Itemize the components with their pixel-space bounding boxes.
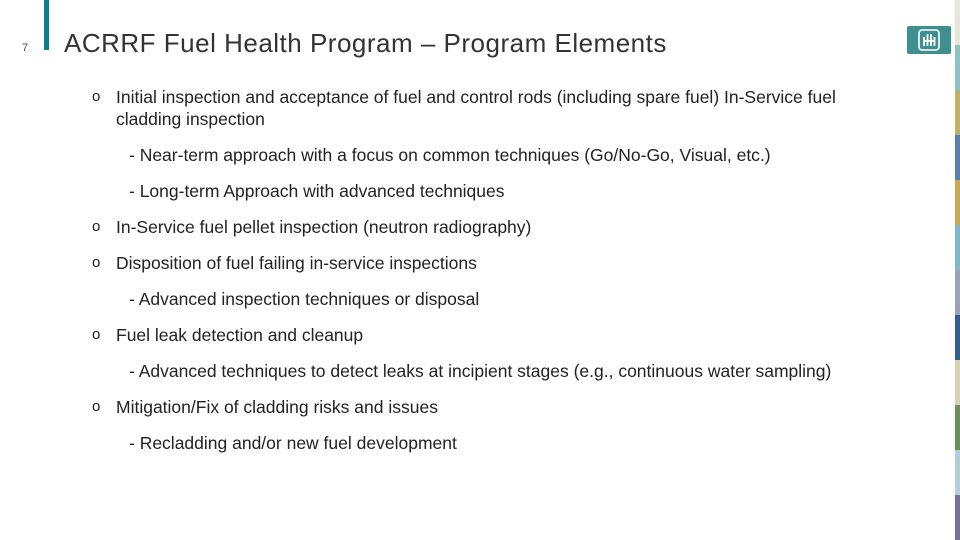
stripe-segment bbox=[955, 270, 960, 315]
sub-bullet: - Advanced techniques to detect leaks at incipient stages (e.g., continuous water sampling) bbox=[129, 361, 832, 381]
bullet-marker: o bbox=[92, 88, 101, 105]
stripe-segment bbox=[955, 360, 960, 405]
stripe-segment bbox=[955, 180, 960, 225]
decorative-color-stripe bbox=[955, 0, 960, 540]
bullet-text: Fuel leak detection and cleanup bbox=[116, 325, 364, 345]
stripe-segment bbox=[955, 315, 960, 360]
stripe-segment bbox=[955, 450, 960, 495]
slide-title: ACRRF Fuel Health Program – Program Elements bbox=[64, 28, 667, 58]
bullet-item bbox=[92, 86, 872, 130]
sub-bullet: - Long-term Approach with advanced techniques bbox=[129, 181, 505, 201]
bullet-marker: o bbox=[92, 218, 101, 235]
bullet-marker: o bbox=[92, 398, 101, 415]
bullet-item bbox=[92, 396, 872, 418]
bullet-text: Initial inspection and acceptance of fuel and control rods (including spare fuel) In-Service fuel cladding inspection bbox=[116, 87, 836, 129]
bullet-item bbox=[92, 324, 872, 346]
stripe-segment bbox=[955, 0, 960, 45]
bullet-text: In-Service fuel pellet inspection (neutron radiography) bbox=[116, 217, 532, 237]
sandia-logo-icon bbox=[907, 26, 951, 54]
title-accent-bar bbox=[44, 0, 49, 50]
bullet-text: Disposition of fuel failing in-service inspections bbox=[116, 253, 477, 273]
stripe-segment bbox=[955, 45, 960, 90]
bullet-list bbox=[92, 86, 872, 454]
stripe-segment bbox=[955, 135, 960, 180]
bullet-marker: o bbox=[92, 254, 101, 271]
bullet-text: Mitigation/Fix of cladding risks and issues bbox=[116, 397, 438, 417]
slide-number: 7 bbox=[22, 42, 29, 54]
bullet-item bbox=[92, 216, 872, 238]
bullet-item bbox=[92, 252, 872, 274]
sub-bullet: - Recladding and/or new fuel development bbox=[129, 433, 457, 453]
stripe-segment bbox=[955, 225, 960, 270]
sub-bullet: - Advanced inspection techniques or disposal bbox=[129, 289, 480, 309]
stripe-segment bbox=[955, 90, 960, 135]
sub-bullet: - Near-term approach with a focus on common techniques (Go/No-Go, Visual, etc.) bbox=[129, 145, 771, 165]
stripe-segment bbox=[955, 495, 960, 540]
bullet-marker: o bbox=[92, 326, 101, 343]
stripe-segment bbox=[955, 405, 960, 450]
